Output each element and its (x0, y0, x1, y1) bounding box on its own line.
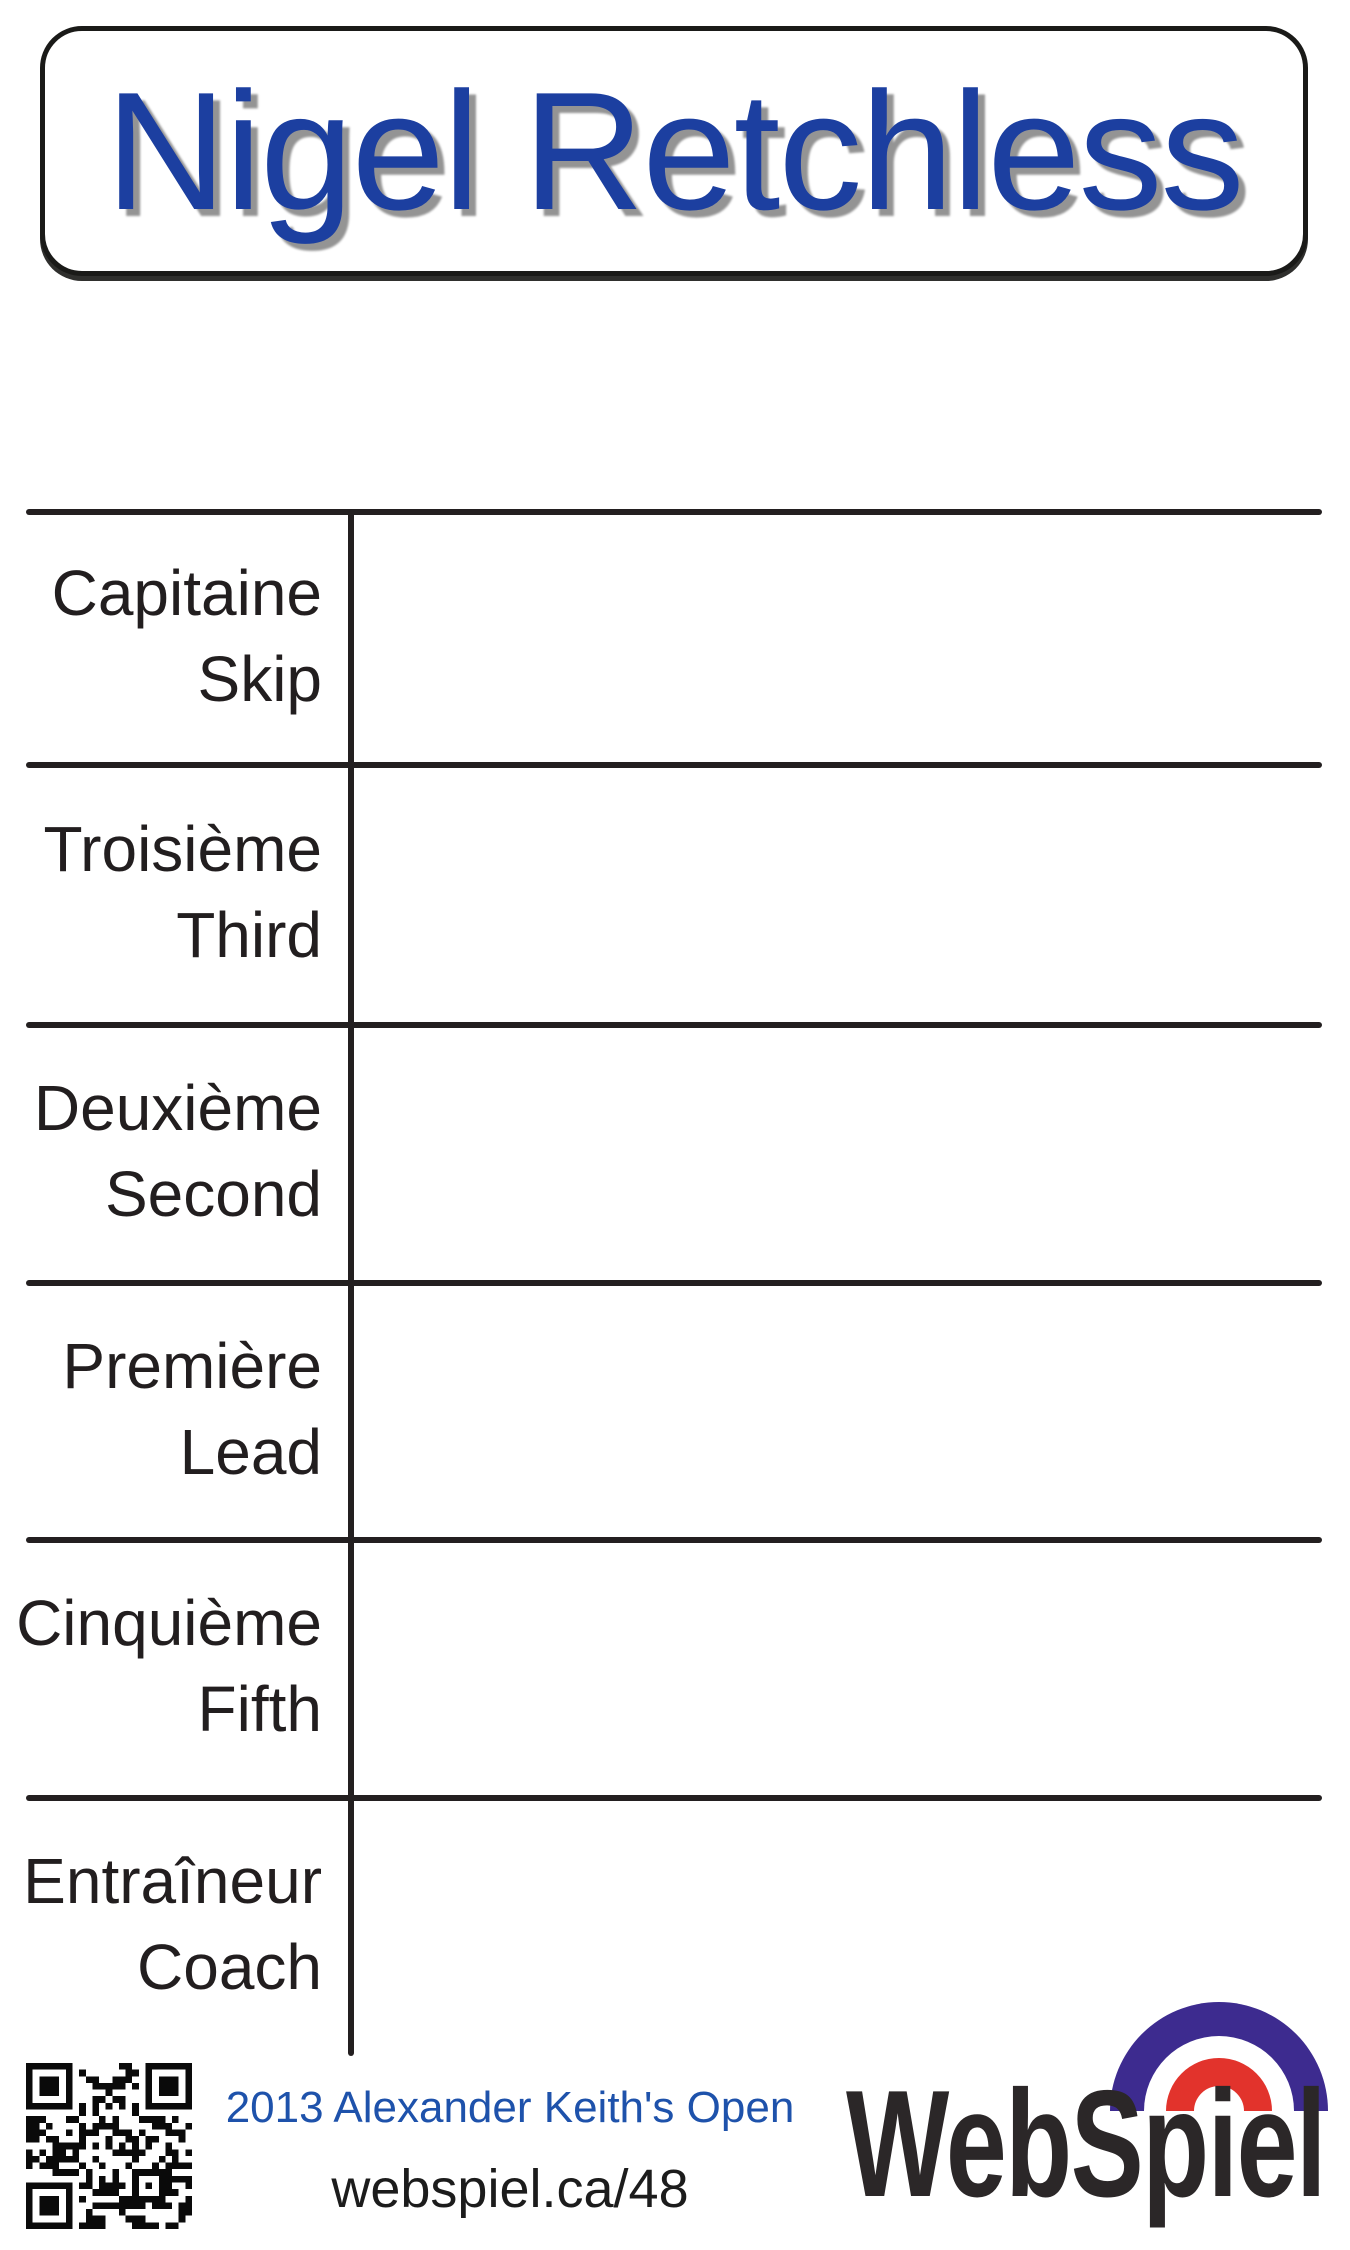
position-label-fr: Capitaine (51, 556, 322, 629)
roster-row-second (0, 1022, 322, 1280)
event-url: webspiel.ca/48 (331, 2159, 689, 2219)
roster-row-lead (0, 1280, 322, 1537)
roster-cell-third (354, 762, 1322, 1022)
roster-row-third (0, 762, 322, 1022)
roster-cell-skip (354, 509, 1322, 762)
webspiel-logo-text: WebSpiel (846, 2059, 1326, 2229)
roster-cell-fifth (354, 1537, 1322, 1795)
roster-row-coach (0, 1795, 322, 2052)
roster-row-skip (0, 509, 322, 762)
webspiel-logo (846, 1998, 1346, 2250)
team-name-box (40, 26, 1308, 276)
position-label-en: Fifth (197, 1673, 322, 1745)
position-label-fr: Cinquième (16, 1587, 322, 1659)
position-label-en: Lead (179, 1415, 322, 1488)
roster-cell-second (354, 1022, 1322, 1280)
team-name: Nigel Retchless (105, 57, 1243, 245)
position-label-fr: Deuxième (33, 1072, 322, 1144)
position-label-fr: Première (62, 1329, 322, 1402)
position-label-en: Skip (197, 642, 322, 715)
event-name: 2013 Alexander Keith's Open (225, 2083, 795, 2132)
roster-row-fifth (0, 1537, 322, 1795)
position-label-en: Second (104, 1158, 322, 1230)
position-label-en: Coach (137, 1930, 322, 2003)
position-label-fr: Troisième (43, 813, 322, 885)
position-label-fr: Entraîneur (23, 1844, 322, 1917)
roster-cell-lead (354, 1280, 1322, 1537)
position-label-en: Third (176, 899, 322, 971)
